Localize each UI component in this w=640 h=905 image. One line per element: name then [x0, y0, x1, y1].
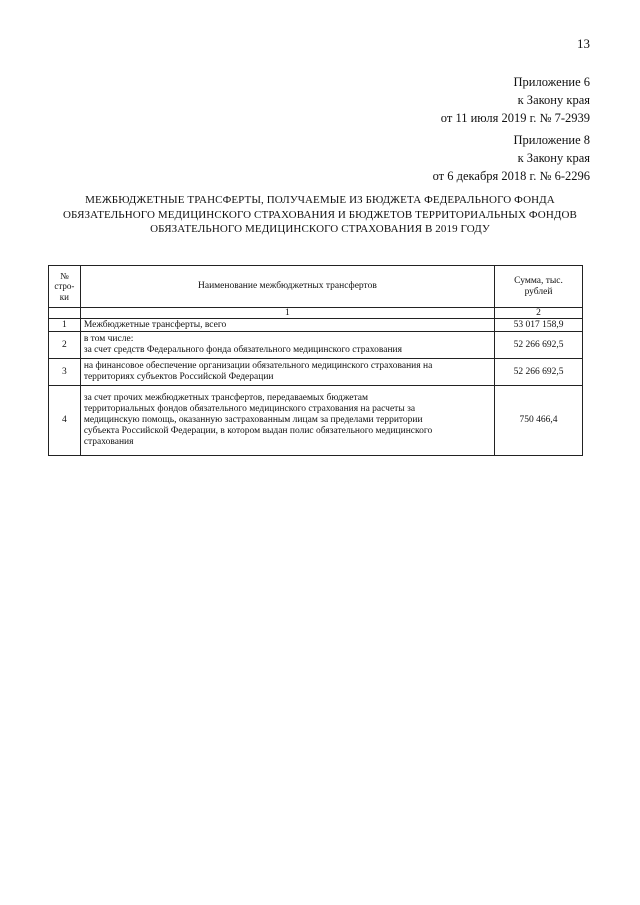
transfer-name-line: страхования — [83, 437, 134, 447]
header-text: рублей — [524, 286, 553, 297]
header-text: ки — [59, 291, 69, 302]
column-index-sum: 2 — [495, 308, 583, 319]
transfer-sum: 53 017 158,9 — [495, 319, 583, 332]
table-row — [49, 386, 583, 456]
column-index-num — [49, 308, 81, 319]
annex-law-ref: к Закону края — [517, 93, 590, 107]
title-line: МЕЖБЮДЖЕТНЫЕ ТРАНСФЕРТЫ, ПОЛУЧАЕМЫЕ ИЗ БЮДЖЕТА ФЕДЕРАЛЬНОГО ФОНДА — [85, 194, 555, 206]
transfer-name-line: за счет средств Федерального фонда обязательного медицинского страхования — [83, 345, 402, 355]
transfer-name — [80, 332, 494, 359]
annex-law-ref: к Закону края — [517, 151, 590, 165]
column-index-name: 1 — [80, 308, 494, 319]
transfer-name-line: медицинскую помощь, оказанную застрахованным лицам за пределами территории — [83, 415, 423, 425]
transfer-name-line: территориях субъектов Российской Федерации — [83, 372, 274, 382]
header-text: Сумма, тыс. — [514, 275, 563, 286]
transfer-name — [80, 319, 494, 332]
table-row — [49, 332, 583, 359]
table-row — [49, 359, 583, 386]
transfer-name — [80, 359, 494, 386]
header-sum — [495, 266, 583, 308]
transfer-name-line: в том числе: — [83, 334, 134, 344]
row-number: 1 — [49, 319, 81, 332]
table-header-row — [49, 266, 583, 308]
transfer-name-line: Межбюджетные трансферты, всего — [83, 319, 227, 330]
page-number: 13 — [577, 36, 590, 51]
transfer-name — [80, 386, 494, 456]
column-index-row — [49, 308, 583, 319]
annex-title: Приложение 8 — [513, 133, 590, 147]
transfer-name-line: территориальных фондов обязательного медицинского страхования на расчеты за — [83, 404, 416, 414]
header-text: № — [60, 270, 69, 281]
transfers-table — [48, 265, 583, 456]
header-row-number — [49, 266, 81, 308]
annex-law-date: от 6 декабря 2018 г. № 6-2296 — [432, 169, 590, 183]
transfer-name-line: субъекта Российской Федерации, в котором выдан полис обязательного медицинского — [83, 426, 433, 436]
transfer-name-line: на финансовое обеспечение организации обязательного медицинского страхования на — [83, 361, 433, 371]
title-line: ОБЯЗАТЕЛЬНОГО МЕДИЦИНСКОГО СТРАХОВАНИЯ И БЮДЖЕТОВ ТЕРРИТОРИАЛЬНЫХ ФОНДОВ — [63, 208, 577, 221]
row-number: 4 — [49, 386, 81, 456]
transfer-sum: 52 266 692,5 — [495, 359, 583, 386]
annex-title: Приложение 6 — [513, 75, 590, 89]
transfer-sum: 750 466,4 — [495, 386, 583, 456]
document-title — [58, 193, 582, 237]
title-line: ОБЯЗАТЕЛЬНОГО МЕДИЦИНСКОГО СТРАХОВАНИЯ В 2019 ГОДУ — [150, 223, 490, 235]
transfer-sum: 52 266 692,5 — [495, 332, 583, 359]
annex-header-original — [433, 131, 590, 185]
table-row — [49, 319, 583, 332]
transfer-name-line: за счет прочих межбюджетных трансфертов, передаваемых бюджетам — [83, 393, 368, 403]
row-number: 2 — [49, 332, 81, 359]
annex-law-date: от 11 июля 2019 г. № 7-2939 — [440, 111, 590, 125]
annex-header-current — [441, 73, 590, 127]
header-transfer-name: Наименование межбюджетных трансфертов — [80, 266, 494, 308]
header-text: стро- — [54, 281, 75, 292]
row-number: 3 — [49, 359, 81, 386]
